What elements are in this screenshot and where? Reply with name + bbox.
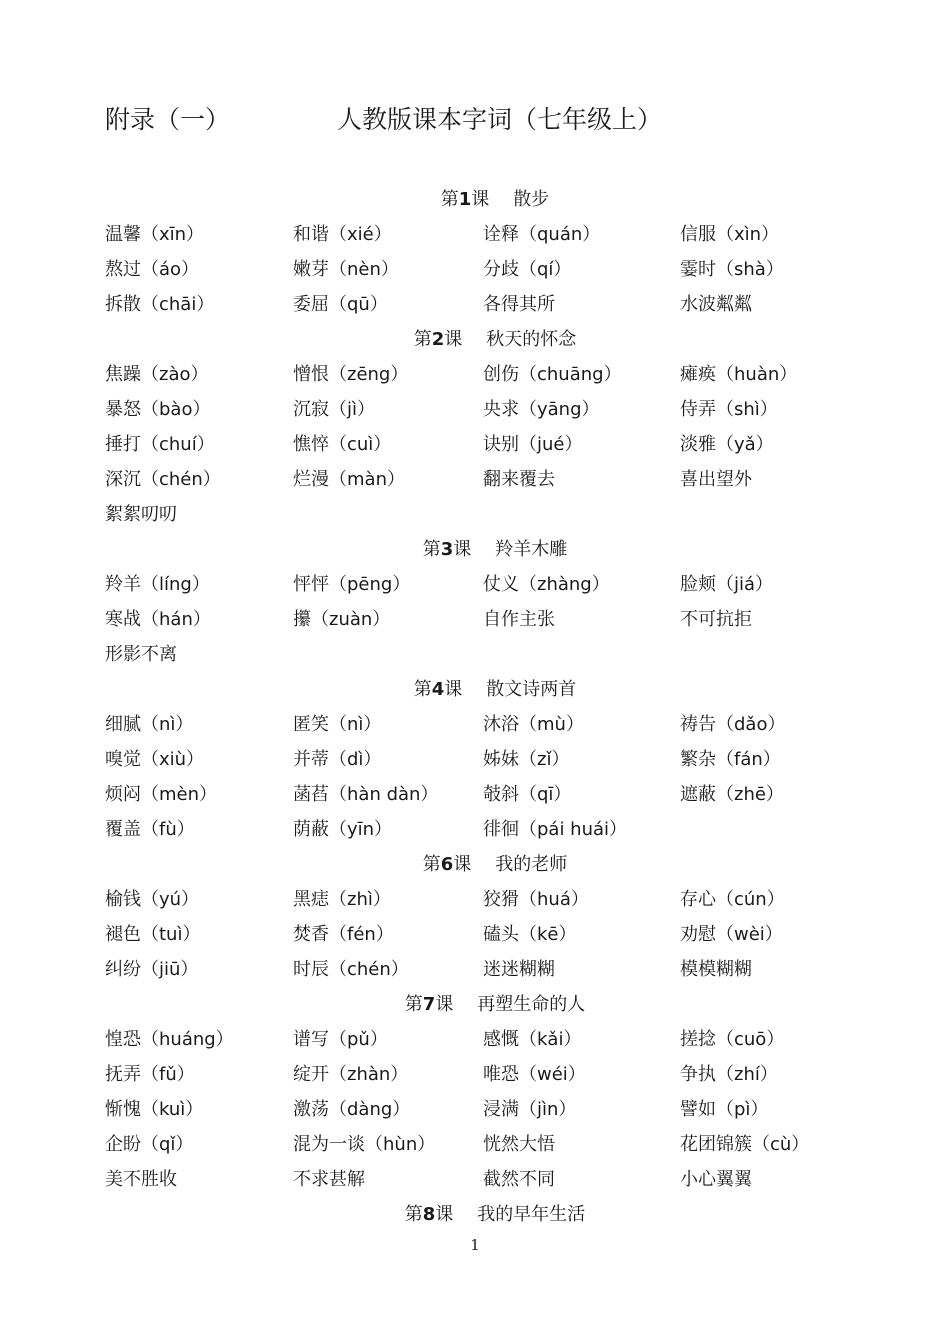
vocab-entry: 沐浴（mù） xyxy=(483,714,584,735)
lesson-suffix: 课 xyxy=(471,189,490,210)
vocab-entry: 熬过（áo） xyxy=(105,259,200,280)
vocab-entry: 企盼（qǐ） xyxy=(105,1134,194,1155)
lesson-suffix: 课 xyxy=(453,854,472,875)
lesson-heading xyxy=(0,990,950,1016)
vocab-entry: 纠纷（jiū） xyxy=(105,959,199,980)
vocab-entry: 烂漫（màn） xyxy=(293,469,405,490)
vocab-entry: 迷迷糊糊 xyxy=(483,959,555,980)
vocab-entry: 水波粼粼 xyxy=(680,294,752,315)
vocab-entry: 匿笑（nì） xyxy=(293,714,382,735)
lesson-num: 8 xyxy=(422,1204,436,1225)
vocab-entry: 褪色（tuì） xyxy=(105,924,201,945)
vocab-entry: 寒战（hán） xyxy=(105,609,211,630)
lesson-suffix: 课 xyxy=(444,679,463,700)
lesson-heading xyxy=(0,675,950,701)
vocab-entry: 榆钱（yú） xyxy=(105,889,200,910)
vocab-row xyxy=(105,255,865,281)
lesson-num: 2 xyxy=(431,329,445,350)
vocab-entry: 黑痣（zhì） xyxy=(293,889,391,910)
vocab-entry: 抚弄（fǔ） xyxy=(105,1064,195,1085)
vocab-entry: 捶打（chuí） xyxy=(105,434,215,455)
vocab-entry: 惶恐（huáng） xyxy=(105,1029,234,1050)
vocab-entry: 拆散（chāi） xyxy=(105,294,215,315)
lesson-name: 我的老师 xyxy=(495,854,568,875)
vocab-entry: 美不胜收 xyxy=(105,1169,177,1190)
vocab-entry: 姊妹（zǐ） xyxy=(483,749,570,770)
lesson-name: 再塑生命的人 xyxy=(477,994,586,1015)
lesson-prefix: 第 xyxy=(413,329,432,350)
vocab-entry: 时辰（chén） xyxy=(293,959,409,980)
vocab-entry: 磕头（kē） xyxy=(483,924,577,945)
vocab-entry: 形影不离 xyxy=(105,644,177,665)
lesson-name: 我的早年生活 xyxy=(477,1204,586,1225)
lesson-num: 7 xyxy=(422,994,436,1015)
lesson-num: 6 xyxy=(440,854,454,875)
page-number: 1 xyxy=(470,1236,480,1254)
vocab-entry: 截然不同 xyxy=(483,1169,555,1190)
vocab-entry: 翻来覆去 xyxy=(483,469,555,490)
vocab-entry: 覆盖（fù） xyxy=(105,819,195,840)
vocab-entry: 激荡（dàng） xyxy=(293,1099,411,1120)
vocab-row xyxy=(105,570,865,596)
vocab-row xyxy=(105,220,865,246)
vocab-entry: 脸颊（jiá） xyxy=(680,574,774,595)
lesson-prefix: 第 xyxy=(422,539,441,560)
vocab-entry: 攲斜（qī） xyxy=(483,784,572,805)
vocab-entry: 模模糊糊 xyxy=(680,959,752,980)
vocab-entry: 谱写（pǔ） xyxy=(293,1029,388,1050)
lesson-suffix: 课 xyxy=(444,329,463,350)
vocab-entry: 自作主张 xyxy=(483,609,555,630)
vocab-entry: 深沉（chén） xyxy=(105,469,221,490)
vocab-entry: 祷告（dǎo） xyxy=(680,714,786,735)
lesson-name: 散文诗两首 xyxy=(486,679,577,700)
document-title: 人教版课本字词（七年级上） xyxy=(337,105,663,134)
vocab-entry: 创伤（chuāng） xyxy=(483,364,622,385)
vocab-entry: 瘫痪（huàn） xyxy=(680,364,798,385)
vocab-entry: 荫蔽（yīn） xyxy=(293,819,393,840)
vocab-entry: 霎时（shà） xyxy=(680,259,784,280)
vocab-entry: 攥（zuàn） xyxy=(293,609,391,630)
vocab-entry: 侍弄（shì） xyxy=(680,399,778,420)
vocab-row xyxy=(105,1165,865,1191)
vocab-row xyxy=(105,465,865,491)
lesson-heading xyxy=(0,850,950,876)
lesson-name: 秋天的怀念 xyxy=(486,329,577,350)
lesson-suffix: 课 xyxy=(435,1204,454,1225)
vocab-entry: 嫩芽（nèn） xyxy=(293,259,399,280)
vocab-entry: 暴怒（bào） xyxy=(105,399,211,420)
vocab-entry: 争执（zhí） xyxy=(680,1064,778,1085)
vocab-entry: 央求（yāng） xyxy=(483,399,600,420)
vocab-entry: 小心翼翼 xyxy=(680,1169,752,1190)
vocab-entry: 不可抗拒 xyxy=(680,609,752,630)
vocab-row xyxy=(105,395,865,421)
vocab-row xyxy=(105,955,865,981)
lesson-heading xyxy=(0,325,950,351)
vocab-entry: 惭愧（kuì） xyxy=(105,1099,204,1120)
vocab-row xyxy=(105,290,865,316)
lesson-heading xyxy=(0,535,950,561)
vocab-entry: 仗义（zhàng） xyxy=(483,574,610,595)
vocab-row xyxy=(105,780,865,806)
lesson-num: 1 xyxy=(458,189,472,210)
vocab-entry: 搓捻（cuō） xyxy=(680,1029,785,1050)
vocab-entry: 喜出望外 xyxy=(680,469,752,490)
vocab-entry: 存心（cún） xyxy=(680,889,785,910)
lesson-prefix: 第 xyxy=(404,994,423,1015)
vocab-entry: 委屈（qū） xyxy=(293,294,388,315)
vocab-entry: 憔悴（cuì） xyxy=(293,434,392,455)
lesson-num: 4 xyxy=(431,679,445,700)
vocab-entry: 嗅觉（xiù） xyxy=(105,749,205,770)
vocab-row xyxy=(105,920,865,946)
vocab-entry: 浸满（jìn） xyxy=(483,1099,577,1120)
vocab-entry: 分歧（qí） xyxy=(483,259,572,280)
lesson-heading xyxy=(0,185,950,211)
vocab-entry: 焚香（fén） xyxy=(293,924,394,945)
vocab-entry: 遮蔽（zhē） xyxy=(680,784,784,805)
vocab-entry: 各得其所 xyxy=(483,294,555,315)
lesson-prefix: 第 xyxy=(440,189,459,210)
vocab-entry: 焦躁（zào） xyxy=(105,364,209,385)
vocab-entry: 劝慰（wèi） xyxy=(680,924,783,945)
vocab-row xyxy=(105,1060,865,1086)
vocab-entry: 淡雅（yǎ） xyxy=(680,434,774,455)
vocab-entry: 唯恐（wéi） xyxy=(483,1064,586,1085)
vocab-entry: 徘徊（pái huái） xyxy=(483,819,628,840)
vocab-entry: 混为一谈（hùn） xyxy=(293,1134,436,1155)
vocab-entry: 憎恨（zēng） xyxy=(293,364,409,385)
vocab-entry: 烦闷（mèn） xyxy=(105,784,218,805)
vocab-row xyxy=(105,1130,865,1156)
appendix-title: 附录（一） xyxy=(105,105,231,134)
lesson-suffix: 课 xyxy=(453,539,472,560)
vocab-row xyxy=(105,885,865,911)
lesson-suffix: 课 xyxy=(435,994,454,1015)
vocab-row xyxy=(105,710,865,736)
vocab-entry: 温馨（xīn） xyxy=(105,224,205,245)
vocab-row xyxy=(105,500,865,526)
vocab-row xyxy=(105,1095,865,1121)
lesson-name: 散步 xyxy=(513,189,550,210)
vocab-entry: 菡萏（hàn dàn） xyxy=(293,784,439,805)
vocab-row xyxy=(105,605,865,631)
vocab-entry: 诠释（quán） xyxy=(483,224,601,245)
vocab-entry: 繁杂（fán） xyxy=(680,749,781,770)
lesson-heading xyxy=(0,1200,950,1226)
vocab-entry: 沉寂（jì） xyxy=(293,399,376,420)
vocab-entry: 絮絮叨叨 xyxy=(105,504,177,525)
vocab-row xyxy=(105,745,865,771)
vocab-entry: 和谐（xié） xyxy=(293,224,392,245)
vocab-row xyxy=(105,815,865,841)
vocab-entry: 并蒂（dì） xyxy=(293,749,382,770)
vocab-entry: 譬如（pì） xyxy=(680,1099,769,1120)
vocab-entry: 诀别（jué） xyxy=(483,434,583,455)
vocab-entry: 狡猾（huá） xyxy=(483,889,589,910)
vocab-entry: 怦怦（pēng） xyxy=(293,574,411,595)
vocab-entry: 绽开（zhàn） xyxy=(293,1064,409,1085)
vocab-row xyxy=(105,640,865,666)
lesson-prefix: 第 xyxy=(404,1204,423,1225)
vocab-entry: 花团锦簇（cù） xyxy=(680,1134,810,1155)
lesson-prefix: 第 xyxy=(413,679,432,700)
vocab-row xyxy=(105,360,865,386)
vocab-entry: 羚羊（líng） xyxy=(105,574,210,595)
lesson-num: 3 xyxy=(440,539,454,560)
vocab-entry: 恍然大悟 xyxy=(483,1134,555,1155)
lesson-name: 羚羊木雕 xyxy=(495,539,568,560)
vocab-entry: 细腻（nì） xyxy=(105,714,194,735)
vocab-entry: 不求甚解 xyxy=(293,1169,365,1190)
vocab-entry: 感慨（kǎi） xyxy=(483,1029,582,1050)
lesson-prefix: 第 xyxy=(422,854,441,875)
vocab-entry: 信服（xìn） xyxy=(680,224,780,245)
vocab-row xyxy=(105,1025,865,1051)
vocab-row xyxy=(105,430,865,456)
